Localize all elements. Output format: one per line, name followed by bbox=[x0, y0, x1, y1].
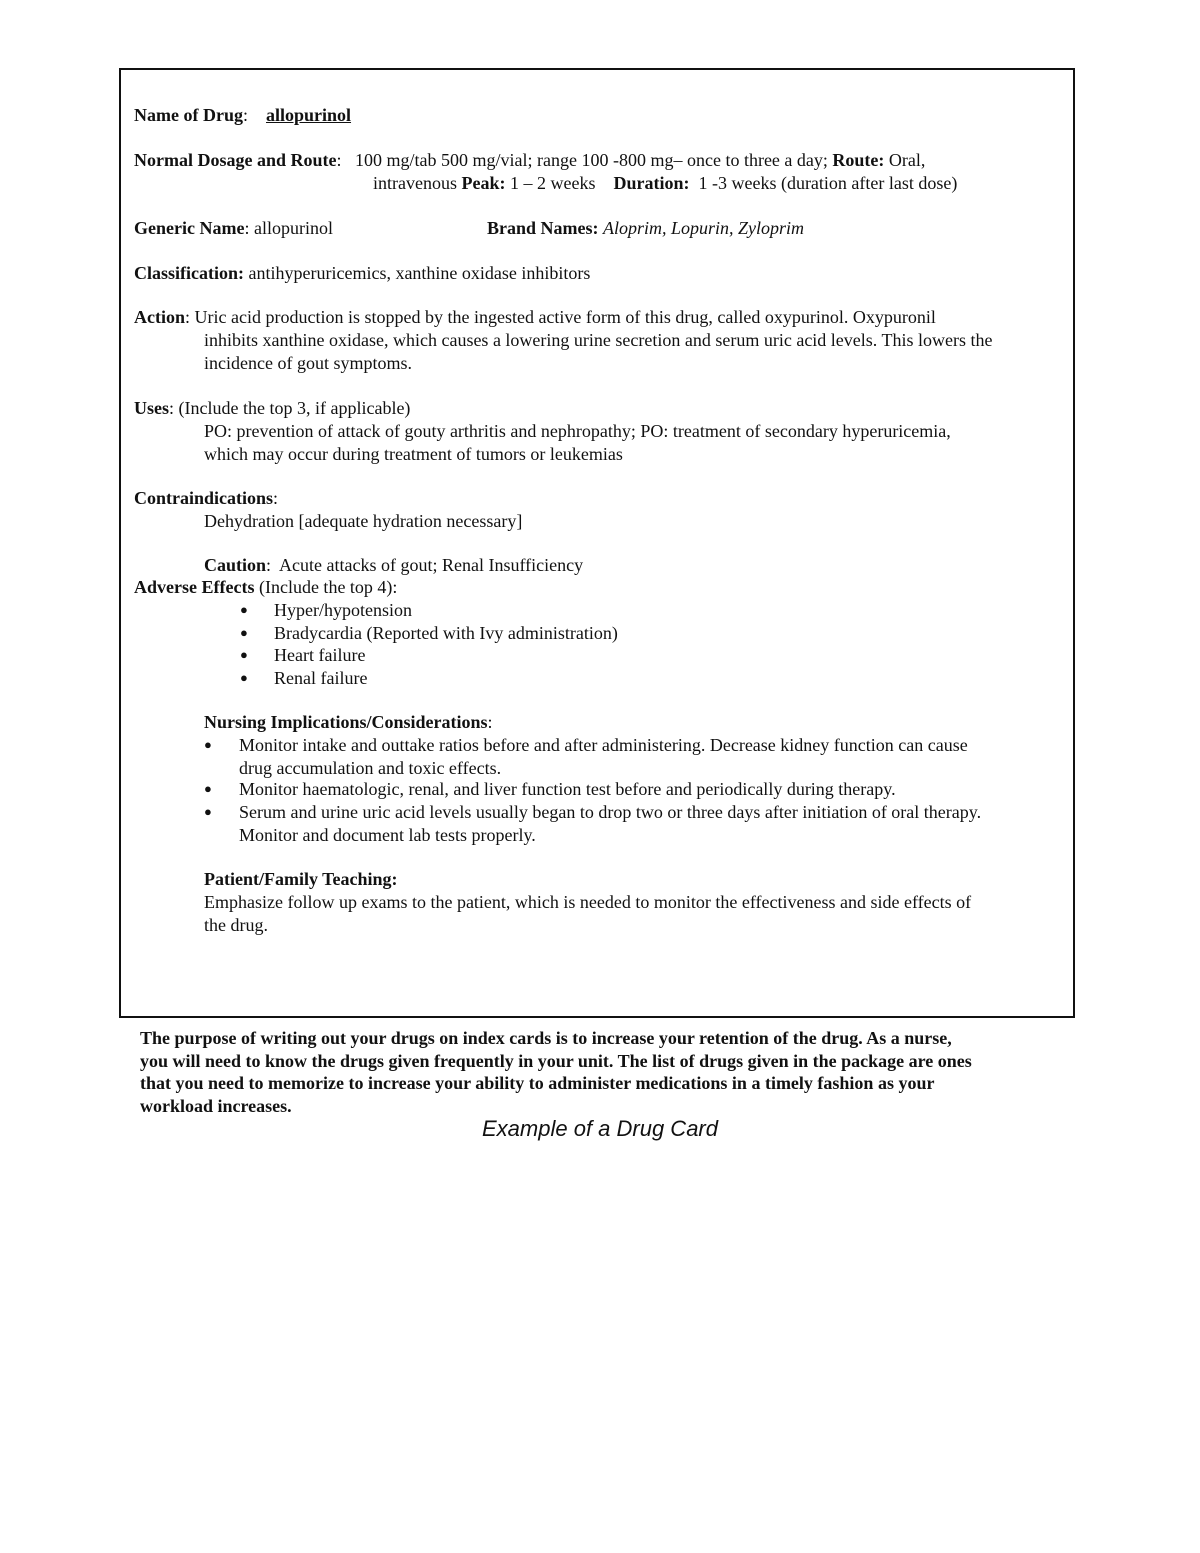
nursing-line: Serum and urine uric acid levels usually began to drop two or three days after initiation of oral therapy. bbox=[239, 802, 982, 822]
route-cont: intravenous bbox=[373, 173, 457, 193]
brand-label: Brand Names: bbox=[487, 218, 599, 238]
drug-name-row: Name of Drug: allopurinol bbox=[134, 105, 352, 125]
nursing-row: Nursing Implications/Considerations: bbox=[204, 712, 493, 732]
drug-name-value: allopurinol bbox=[266, 105, 352, 125]
contra-label: Contraindications bbox=[134, 488, 274, 508]
dosage-row: Normal Dosage and Route: 100 mg/tab 500 mg/vial; range 100 -800 mg– once to three a day; Route: Oral, bbox=[134, 150, 926, 170]
teaching-line: Emphasize follow up exams to the patient, which is needed to monitor the effectiveness and side effects of bbox=[204, 892, 972, 912]
action-label: Action bbox=[134, 307, 185, 327]
classification-value: antihyperuricemics, xanthine oxidase inhibitors bbox=[248, 263, 591, 283]
adverse-note: (Include the top 4): bbox=[258, 577, 398, 597]
nursing-line: Monitor intake and outtake ratios before and after administering. Decrease kidney function can cause bbox=[239, 735, 968, 755]
purpose-line: workload increases. bbox=[140, 1095, 292, 1116]
uses-line: which may occur during treatment of tumors or leukemias bbox=[204, 444, 623, 464]
caution-row: Caution: Acute attacks of gout; Renal Insufficiency bbox=[204, 555, 584, 575]
contra-row: Contraindications: bbox=[134, 488, 279, 508]
bullet-icon: ● bbox=[204, 781, 212, 796]
drug-name-label: Name of Drug bbox=[134, 105, 243, 125]
teaching-line: the drug. bbox=[204, 915, 268, 935]
uses-row: Uses: (Include the top 3, if applicable) bbox=[134, 398, 411, 418]
action-line: inhibits xanthine oxidase, which causes a lowering urine secretion and serum uric acid levels. This lowers the bbox=[204, 330, 993, 350]
generic-row: Generic Name: allopurinol bbox=[134, 218, 333, 238]
generic-value: allopurinol bbox=[253, 218, 333, 238]
purpose-line: you will need to know the drugs given frequently in your unit. The list of drugs given in the package are ones bbox=[140, 1050, 972, 1071]
dosage-text: 100 mg/tab 500 mg/vial; range 100 -800 mg– once to three a day; bbox=[355, 150, 828, 170]
dosage-label: Normal Dosage and Route bbox=[134, 150, 337, 170]
route-label: Route: bbox=[832, 150, 885, 170]
purpose-line: that you need to memorize to increase your ability to administer medications in a timely fashion as your bbox=[140, 1073, 935, 1093]
uses-note: (Include the top 3, if applicable) bbox=[178, 398, 411, 418]
action-line: Uric acid production is stopped by the ingested active form of this drug, called oxypurinol. Oxypuronil bbox=[194, 307, 936, 327]
adverse-item: Renal failure bbox=[274, 668, 368, 688]
duration-value: 1 -3 weeks (duration after last dose) bbox=[698, 173, 958, 193]
caption: Example of a Drug Card bbox=[482, 1116, 718, 1141]
bullet-icon: ● bbox=[240, 602, 248, 617]
adverse-item: Heart failure bbox=[274, 645, 366, 665]
adverse-item: Hyper/hypotension bbox=[274, 600, 412, 620]
adverse-label: Adverse Effects bbox=[134, 577, 255, 597]
nursing-line: Monitor and document lab tests properly. bbox=[239, 825, 536, 845]
duration-label: Duration: bbox=[613, 173, 690, 193]
classification-row bbox=[134, 262, 590, 284]
uses-line: PO: prevention of attack of gouty arthritis and nephropathy; PO: treatment of secondary hyperuricemia, bbox=[204, 421, 951, 441]
action-line: incidence of gout symptoms. bbox=[204, 353, 412, 373]
dosage-row-cont bbox=[373, 172, 957, 194]
teaching-label: Patient/Family Teaching: bbox=[204, 869, 398, 889]
purpose-line: The purpose of writing out your drugs on index cards is to increase your retention of the drug. As a nurse, bbox=[140, 1028, 952, 1048]
peak-label: Peak: bbox=[461, 173, 506, 193]
bullet-icon: ● bbox=[204, 737, 212, 752]
caution-label: Caution bbox=[204, 555, 267, 575]
bullet-icon: ● bbox=[240, 670, 248, 685]
adverse-item: Bradycardia (Reported with Ivy administration) bbox=[274, 623, 618, 643]
contra-value: Dehydration [adequate hydration necessary] bbox=[204, 511, 523, 531]
nursing-line: drug accumulation and toxic effects. bbox=[239, 758, 502, 778]
generic-label: Generic Name bbox=[134, 218, 245, 238]
route-value: Oral, bbox=[888, 150, 926, 170]
brand-value: Aloprim, Lopurin, Zyloprim bbox=[603, 218, 805, 238]
adverse-row bbox=[134, 576, 397, 598]
bullet-icon: ● bbox=[240, 625, 248, 640]
bullet-icon: ● bbox=[204, 804, 212, 819]
uses-label: Uses bbox=[134, 398, 169, 418]
bullet-icon: ● bbox=[240, 647, 248, 662]
peak-value: 1 – 2 weeks bbox=[509, 173, 596, 193]
nursing-label: Nursing Implications/Considerations bbox=[204, 712, 488, 732]
nursing-line: Monitor haematologic, renal, and liver function test before and periodically during therapy. bbox=[239, 779, 896, 799]
caution-value: Acute attacks of gout; Renal Insufficiency bbox=[279, 555, 584, 575]
classification-label: Classification: bbox=[134, 263, 244, 283]
purpose-paragraph bbox=[140, 1027, 1060, 1117]
action-row: Action: Uric acid production is stopped by the ingested active form of this drug, called oxypurinol. Oxypuronil bbox=[134, 307, 936, 327]
brand-row bbox=[487, 217, 804, 239]
